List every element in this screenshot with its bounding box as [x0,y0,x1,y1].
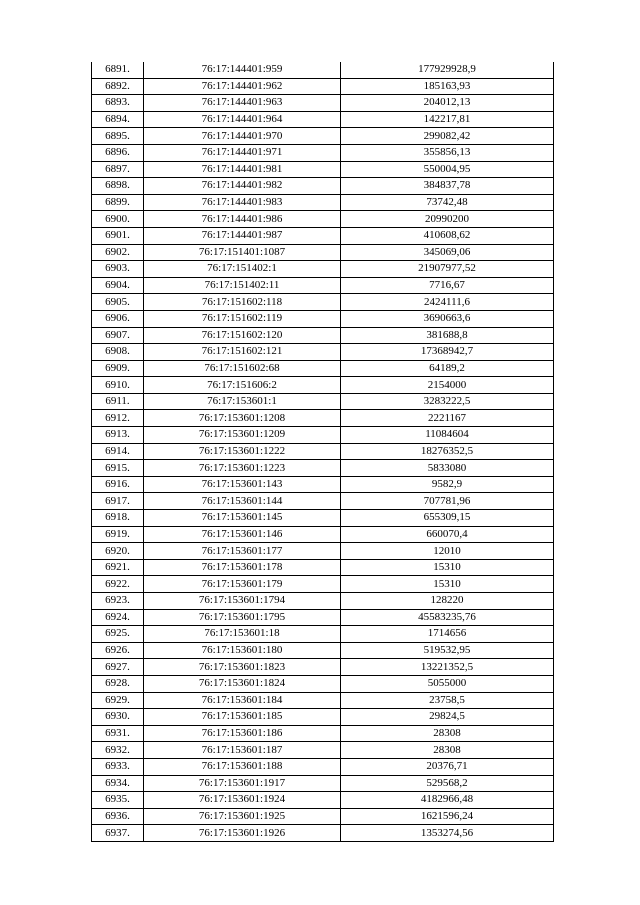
row-number-cell: 6906. [92,310,144,327]
value-cell: 9582,9 [341,476,554,493]
cadastral-number-cell: 76:17:151602:68 [144,360,341,377]
value-cell: 660070,4 [341,526,554,543]
value-cell: 410608,62 [341,227,554,244]
table-row [92,128,554,145]
table-row [92,659,554,676]
cadastral-number-cell: 76:17:153601:1209 [144,427,341,444]
cadastral-number-cell: 76:17:151402:11 [144,277,341,294]
row-number-cell: 6928. [92,675,144,692]
value-cell: 4182966,48 [341,792,554,809]
table-row [92,78,554,95]
value-cell: 384837,78 [341,178,554,195]
row-number-cell: 6909. [92,360,144,377]
cadastral-number-cell: 76:17:153601:1 [144,393,341,410]
row-number-cell: 6892. [92,78,144,95]
table-row [92,808,554,825]
table-row [92,493,554,510]
value-cell: 142217,81 [341,111,554,128]
row-number-cell: 6918. [92,510,144,527]
row-number-cell: 6925. [92,626,144,643]
value-cell: 519532,95 [341,642,554,659]
value-cell: 73742,48 [341,194,554,211]
row-number-cell: 6912. [92,410,144,427]
value-cell: 1714656 [341,626,554,643]
value-cell: 345069,06 [341,244,554,261]
table-row [92,476,554,493]
value-cell: 45583235,76 [341,609,554,626]
cadastral-number-cell: 76:17:151606:2 [144,377,341,394]
table-row [92,427,554,444]
table-row [92,144,554,161]
row-number-cell: 6929. [92,692,144,709]
row-number-cell: 6922. [92,576,144,593]
cadastral-number-cell: 76:17:153601:146 [144,526,341,543]
value-cell: 2154000 [341,377,554,394]
table-row [92,792,554,809]
row-number-cell: 6934. [92,775,144,792]
row-number-cell: 6919. [92,526,144,543]
value-cell: 23758,5 [341,692,554,709]
value-cell: 1353274,56 [341,825,554,842]
table-row [92,742,554,759]
table-row [92,526,554,543]
table-row [92,227,554,244]
cadastral-number-cell: 76:17:144401:982 [144,178,341,195]
table-row [92,244,554,261]
cadastral-number-cell: 76:17:153601:1924 [144,792,341,809]
row-number-cell: 6921. [92,559,144,576]
value-cell: 21907977,52 [341,261,554,278]
cadastral-number-cell: 76:17:153601:1925 [144,808,341,825]
row-number-cell: 6935. [92,792,144,809]
row-number-cell: 6930. [92,709,144,726]
value-cell: 204012,13 [341,95,554,112]
row-number-cell: 6910. [92,377,144,394]
table-row [92,825,554,842]
cadastral-number-cell: 76:17:151602:120 [144,327,341,344]
table-row [92,576,554,593]
cadastral-number-cell: 76:17:144401:970 [144,128,341,145]
table-row [92,593,554,610]
row-number-cell: 6915. [92,460,144,477]
table-row [92,460,554,477]
value-cell: 655309,15 [341,510,554,527]
value-cell: 185163,93 [341,78,554,95]
table-row [92,62,554,78]
row-number-cell: 6899. [92,194,144,211]
cadastral-number-cell: 76:17:153601:187 [144,742,341,759]
cadastral-number-cell: 76:17:144401:971 [144,144,341,161]
cadastral-number-cell: 76:17:153601:185 [144,709,341,726]
cadastral-number-cell: 76:17:153601:184 [144,692,341,709]
row-number-cell: 6901. [92,227,144,244]
table-row [92,410,554,427]
cadastral-number-cell: 76:17:153601:1208 [144,410,341,427]
value-cell: 355856,13 [341,144,554,161]
table-row [92,377,554,394]
value-cell: 5055000 [341,675,554,692]
cadastral-number-cell: 76:17:153601:179 [144,576,341,593]
value-cell: 11084604 [341,427,554,444]
table-row [92,211,554,228]
table-row [92,642,554,659]
row-number-cell: 6937. [92,825,144,842]
cadastral-number-cell: 76:17:153601:188 [144,758,341,775]
table-row [92,725,554,742]
row-number-cell: 6895. [92,128,144,145]
value-cell: 5833080 [341,460,554,477]
cadastral-number-cell: 76:17:153601:1926 [144,825,341,842]
table-row [92,111,554,128]
table-row [92,161,554,178]
row-number-cell: 6933. [92,758,144,775]
table-row [92,344,554,361]
cadastral-number-cell: 76:17:144401:962 [144,78,341,95]
cadastral-number-cell: 76:17:144401:983 [144,194,341,211]
row-number-cell: 6896. [92,144,144,161]
cadastral-number-cell: 76:17:153601:177 [144,543,341,560]
cadastral-number-cell: 76:17:151402:1 [144,261,341,278]
cadastral-number-cell: 76:17:153601:1795 [144,609,341,626]
row-number-cell: 6913. [92,427,144,444]
value-cell: 12010 [341,543,554,560]
table-row [92,775,554,792]
table-row [92,609,554,626]
row-number-cell: 6894. [92,111,144,128]
table-row [92,393,554,410]
value-cell: 20376,71 [341,758,554,775]
value-cell: 128220 [341,593,554,610]
row-number-cell: 6914. [92,443,144,460]
cadastral-number-cell: 76:17:153601:186 [144,725,341,742]
value-cell: 529568,2 [341,775,554,792]
value-cell: 18276352,5 [341,443,554,460]
cadastral-number-cell: 76:17:144401:963 [144,95,341,112]
table-row [92,559,554,576]
cadastral-value-table [91,62,554,842]
value-cell: 1621596,24 [341,808,554,825]
value-cell: 2221167 [341,410,554,427]
value-cell: 550004,95 [341,161,554,178]
value-cell: 64189,2 [341,360,554,377]
cadastral-number-cell: 76:17:151602:121 [144,344,341,361]
row-number-cell: 6917. [92,493,144,510]
row-number-cell: 6891. [92,62,144,78]
cadastral-number-cell: 76:17:151401:1087 [144,244,341,261]
value-cell: 2424111,6 [341,294,554,311]
row-number-cell: 6900. [92,211,144,228]
row-number-cell: 6932. [92,742,144,759]
row-number-cell: 6923. [92,593,144,610]
row-number-cell: 6936. [92,808,144,825]
row-number-cell: 6905. [92,294,144,311]
table-row [92,510,554,527]
row-number-cell: 6907. [92,327,144,344]
value-cell: 28308 [341,725,554,742]
row-number-cell: 6926. [92,642,144,659]
cadastral-number-cell: 76:17:144401:987 [144,227,341,244]
cadastral-number-cell: 76:17:153601:145 [144,510,341,527]
cadastral-number-cell: 76:17:153601:1222 [144,443,341,460]
cadastral-number-cell: 76:17:153601:1917 [144,775,341,792]
cadastral-number-cell: 76:17:144401:986 [144,211,341,228]
value-cell: 20990200 [341,211,554,228]
row-number-cell: 6903. [92,261,144,278]
row-number-cell: 6920. [92,543,144,560]
table-row [92,758,554,775]
cadastral-number-cell: 76:17:153601:18 [144,626,341,643]
value-cell: 15310 [341,559,554,576]
value-cell: 15310 [341,576,554,593]
table-row [92,294,554,311]
table-row [92,709,554,726]
value-cell: 3283222,5 [341,393,554,410]
table-body [92,62,554,841]
cadastral-number-cell: 76:17:151602:119 [144,310,341,327]
row-number-cell: 6893. [92,95,144,112]
row-number-cell: 6898. [92,178,144,195]
value-cell: 13221352,5 [341,659,554,676]
table-row [92,194,554,211]
cadastral-number-cell: 76:17:153601:143 [144,476,341,493]
row-number-cell: 6908. [92,344,144,361]
cadastral-number-cell: 76:17:153601:180 [144,642,341,659]
cadastral-number-cell: 76:17:151602:118 [144,294,341,311]
table-row [92,443,554,460]
cadastral-number-cell: 76:17:153601:1823 [144,659,341,676]
cadastral-number-cell: 76:17:153601:1794 [144,593,341,610]
table-row [92,692,554,709]
row-number-cell: 6916. [92,476,144,493]
row-number-cell: 6911. [92,393,144,410]
row-number-cell: 6931. [92,725,144,742]
row-number-cell: 6924. [92,609,144,626]
cadastral-number-cell: 76:17:144401:959 [144,62,341,78]
value-cell: 17368942,7 [341,344,554,361]
cadastral-number-cell: 76:17:144401:964 [144,111,341,128]
value-cell: 29824,5 [341,709,554,726]
table-row [92,327,554,344]
cadastral-number-cell: 76:17:153601:178 [144,559,341,576]
value-cell: 28308 [341,742,554,759]
value-cell: 707781,96 [341,493,554,510]
cadastral-number-cell: 76:17:144401:981 [144,161,341,178]
table-row [92,95,554,112]
value-cell: 7716,67 [341,277,554,294]
table-row [92,626,554,643]
table-row [92,543,554,560]
value-cell: 177929928,9 [341,62,554,78]
cadastral-number-cell: 76:17:153601:1824 [144,675,341,692]
table-row [92,360,554,377]
table-row [92,277,554,294]
cadastral-number-cell: 76:17:153601:1223 [144,460,341,477]
table-row [92,675,554,692]
row-number-cell: 6904. [92,277,144,294]
table-row [92,310,554,327]
value-cell: 299082,42 [341,128,554,145]
value-cell: 3690663,6 [341,310,554,327]
row-number-cell: 6897. [92,161,144,178]
row-number-cell: 6902. [92,244,144,261]
row-number-cell: 6927. [92,659,144,676]
table-row [92,178,554,195]
cadastral-number-cell: 76:17:153601:144 [144,493,341,510]
table-row [92,261,554,278]
value-cell: 381688,8 [341,327,554,344]
